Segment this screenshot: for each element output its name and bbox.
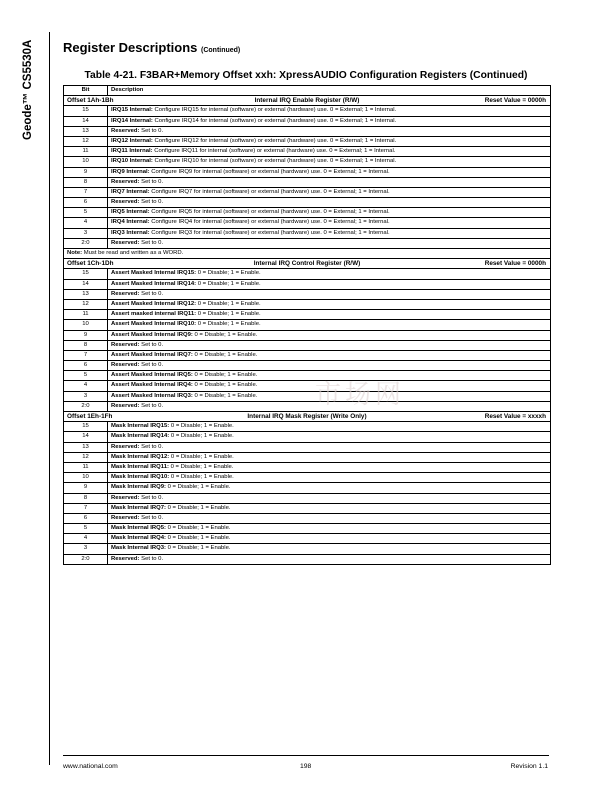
footer-website: www.national.com: [63, 763, 118, 770]
field-description: 0 = Disable; 1 = Enable.: [166, 484, 231, 491]
field-description: Set to 0.: [139, 290, 164, 297]
field-name: Reserved:: [111, 178, 140, 185]
bit-cell: 6: [64, 514, 108, 523]
field-name: Reserved:: [111, 341, 140, 348]
field-description: Set to 0.: [139, 341, 164, 348]
field-name: Mask Internal IRQ7:: [111, 504, 166, 511]
bit-cell: 4: [64, 534, 108, 543]
table-row: [64, 208, 550, 218]
register-name: Internal IRQ Control Register (R/W): [253, 260, 361, 268]
table-row: [64, 168, 550, 178]
reset-value: Reset Value = 0000h: [484, 260, 546, 268]
description-cell: [108, 137, 550, 146]
description-cell: [108, 117, 550, 126]
field-name: IRQ10 Internal:: [111, 158, 153, 165]
field-name: Assert Masked Internal IRQ9:: [111, 331, 193, 338]
table-row: [64, 157, 550, 167]
table-row: [64, 392, 550, 402]
description-cell: [108, 524, 550, 533]
bit-cell: 13: [64, 443, 108, 452]
field-name: Mask Internal IRQ15:: [111, 423, 170, 430]
description-cell: [108, 341, 550, 350]
field-name: IRQ14 Internal:: [111, 117, 153, 124]
bit-cell: 2:0: [64, 555, 108, 564]
field-description: Configure IRQ4 for internal (software) or external (hardware) use. 0 = External; 1 = Internal.: [149, 219, 390, 226]
margin-rule: [49, 32, 50, 765]
table-row: [64, 514, 550, 524]
field-name: IRQ15 Internal:: [111, 107, 153, 114]
section-title: [63, 40, 240, 55]
field-description: 0 = Disable; 1 = Enable.: [168, 463, 234, 470]
field-description: Configure IRQ14 for internal (software) or external (hardware) use. 0 = External; 1 = Internal.: [152, 117, 397, 124]
table-row: [64, 422, 550, 432]
note-label: Note:: [67, 250, 83, 256]
description-cell: [108, 514, 550, 523]
field-description: 0 = Disable; 1 = Enable.: [166, 525, 231, 532]
table-row: [64, 341, 550, 351]
table-row: [64, 137, 550, 147]
bit-cell: 5: [64, 208, 108, 217]
field-description: Set to 0.: [139, 555, 164, 562]
table-note: [64, 249, 550, 259]
table-row: [64, 524, 550, 534]
description-cell: [108, 483, 550, 492]
table-row: [64, 106, 550, 116]
description-cell: [108, 534, 550, 543]
description-cell: [108, 544, 550, 553]
description-cell: [108, 463, 550, 472]
register-offset: Offset 1Ch-1Dh: [67, 260, 114, 268]
description-cell: [108, 331, 550, 340]
table-row: [64, 300, 550, 310]
description-cell: [108, 157, 550, 166]
field-name: Assert Masked Internal IRQ7:: [111, 351, 193, 358]
description-cell: [108, 127, 550, 136]
field-description: Set to 0.: [139, 494, 164, 501]
description-cell: [108, 168, 550, 177]
field-description: 0 = Disable; 1 = Enable.: [196, 270, 261, 277]
field-description: Configure IRQ9 for internal (software) or external (hardware) use. 0 = External; 1 = Internal.: [149, 168, 390, 175]
field-name: Mask Internal IRQ5:: [111, 525, 166, 532]
table-row: [64, 331, 550, 341]
table-row: [64, 534, 550, 544]
table-row: [64, 229, 550, 239]
field-description: 0 = Disable; 1 = Enable.: [192, 331, 258, 338]
field-name: IRQ11 Internal:: [111, 148, 153, 155]
field-name: IRQ3 Internal:: [111, 229, 150, 236]
table-row: [64, 280, 550, 290]
table-header-row: [64, 86, 550, 96]
description-cell: [108, 229, 550, 238]
bit-cell: 11: [64, 310, 108, 319]
footer-rule: [63, 755, 549, 756]
field-description: Configure IRQ5 for internal (software) or external (hardware) use. 0 = External; 1 = Internal.: [149, 209, 390, 216]
bit-cell: 2:0: [64, 402, 108, 411]
field-name: IRQ12 Internal:: [111, 137, 153, 144]
page-number: 198: [300, 763, 312, 770]
bit-cell: 15: [64, 106, 108, 115]
description-cell: [108, 106, 550, 115]
field-description: Set to 0.: [139, 127, 164, 134]
field-description: Set to 0.: [139, 443, 164, 450]
field-description: 0 = Disable; 1 = Enable.: [192, 351, 258, 358]
field-name: Assert Masked Internal IRQ5:: [111, 372, 193, 379]
description-cell: [108, 453, 550, 462]
bit-cell: 10: [64, 320, 108, 329]
note-text: Must be read and written as a WORD.: [82, 250, 184, 256]
field-description: Set to 0.: [139, 199, 164, 206]
bit-cell: 7: [64, 188, 108, 197]
bit-cell: 14: [64, 432, 108, 441]
bit-cell: 10: [64, 157, 108, 166]
table-row: [64, 239, 550, 249]
field-name: Assert masked internal IRQ11:: [111, 311, 197, 318]
bit-cell: 4: [64, 218, 108, 227]
field-description: 0 = Disable; 1 = Enable.: [169, 453, 234, 460]
table-row: [64, 269, 550, 279]
field-description: Set to 0.: [139, 402, 164, 409]
table-caption: Table 4-21. F3BAR+Memory Offset xxh: XpressAUDIO Configuration Registers (Continued): [84, 70, 528, 81]
description-cell: [108, 198, 550, 207]
field-name: Reserved:: [111, 555, 140, 562]
table-row: [64, 494, 550, 504]
bit-cell: 10: [64, 473, 108, 482]
field-description: 0 = Disable; 1 = Enable.: [192, 382, 258, 389]
bit-cell: 6: [64, 361, 108, 370]
bit-cell: 8: [64, 494, 108, 503]
field-description: Set to 0.: [139, 514, 164, 521]
register-offset: Offset 1Ah-1Bh: [67, 97, 114, 105]
bit-cell: 12: [64, 137, 108, 146]
bit-cell: 4: [64, 381, 108, 390]
bit-cell: 9: [64, 168, 108, 177]
table-row: [64, 504, 550, 514]
description-cell: [108, 443, 550, 452]
table-row: [64, 310, 550, 320]
table-row: [64, 127, 550, 137]
table-row: [64, 320, 550, 330]
field-name: Reserved:: [111, 514, 140, 521]
register-name: Internal IRQ Mask Register (Write Only): [247, 413, 367, 420]
register-offset-row: [64, 259, 550, 269]
field-description: Configure IRQ11 for internal (software) or external (hardware) use. 0 = External; 1 = Internal.: [152, 148, 396, 155]
product-side-label: Geode™ CS5530A: [22, 39, 34, 140]
field-description: 0 = Disable; 1 = Enable.: [166, 504, 231, 511]
field-name: Reserved:: [111, 239, 140, 246]
description-cell: [108, 300, 550, 309]
description-cell: [108, 280, 550, 289]
table-row: [64, 381, 550, 391]
table-row: [64, 473, 550, 483]
field-name: Mask Internal IRQ3:: [111, 545, 166, 552]
table-row: [64, 290, 550, 300]
bit-cell: 13: [64, 127, 108, 136]
bit-cell: 9: [64, 483, 108, 492]
description-cell: [108, 504, 550, 513]
field-name: IRQ7 Internal:: [111, 188, 150, 195]
field-description: 0 = Disable; 1 = Enable.: [192, 372, 258, 379]
table-row: [64, 147, 550, 157]
description-cell: [108, 361, 550, 370]
register-offset: Offset 1Eh-1Fh: [67, 413, 113, 420]
table-row: [64, 117, 550, 127]
description-cell: [108, 269, 550, 278]
field-description: 0 = Disable; 1 = Enable.: [196, 300, 261, 307]
table-row: [64, 361, 550, 371]
reset-value: Reset Value = 0000h: [484, 97, 546, 105]
bit-cell: 5: [64, 524, 108, 533]
bit-cell: 3: [64, 544, 108, 553]
field-name: Mask Internal IRQ12:: [111, 453, 170, 460]
field-name: Assert Masked Internal IRQ14:: [111, 280, 197, 287]
table-row: [64, 218, 550, 228]
description-cell: [108, 188, 550, 197]
bit-cell: 3: [64, 392, 108, 401]
field-description: 0 = Disable; 1 = Enable.: [196, 321, 261, 328]
field-description: 0 = Disable; 1 = Enable.: [192, 392, 258, 399]
field-name: Assert Masked Internal IRQ10:: [111, 321, 197, 328]
table-row: [64, 432, 550, 442]
bit-cell: 8: [64, 178, 108, 187]
reset-value: Reset Value = xxxxh: [484, 413, 546, 420]
watermark: 市场网: [315, 380, 406, 410]
description-cell: [108, 432, 550, 441]
field-description: Configure IRQ12 for internal (software) or external (hardware) use. 0 = External; 1 = Internal.: [152, 137, 397, 144]
field-description: 0 = Disable; 1 = Enable.: [169, 423, 234, 430]
field-name: Assert Masked Internal IRQ4:: [111, 382, 193, 389]
register-name: Internal IRQ Enable Register (R/W): [254, 97, 360, 105]
description-cell: [108, 310, 550, 319]
field-name: Assert Masked Internal IRQ12:: [111, 300, 197, 307]
field-name: Mask Internal IRQ9:: [111, 484, 166, 491]
table-row: [64, 402, 550, 412]
description-cell: [108, 555, 550, 564]
field-name: Mask Internal IRQ4:: [111, 535, 166, 542]
field-name: Reserved:: [111, 362, 140, 369]
bit-cell: 2:0: [64, 239, 108, 248]
description-cell: [108, 147, 550, 156]
field-description: Configure IRQ7 for internal (software) or external (hardware) use. 0 = External; 1 = Internal.: [149, 188, 390, 195]
table-row: [64, 555, 550, 564]
description-cell: [108, 178, 550, 187]
field-name: Reserved:: [111, 494, 140, 501]
field-name: Reserved:: [111, 127, 140, 134]
register-offset-row: [64, 412, 550, 422]
field-description: 0 = Disable; 1 = Enable.: [166, 535, 231, 542]
description-cell: [108, 290, 550, 299]
field-name: Mask Internal IRQ10:: [111, 474, 170, 481]
field-description: 0 = Disable; 1 = Enable.: [166, 545, 231, 552]
bit-cell: 12: [64, 453, 108, 462]
field-description: 0 = Disable; 1 = Enable.: [169, 433, 234, 440]
description-cell: [108, 494, 550, 503]
bit-cell: 3: [64, 229, 108, 238]
field-name: Reserved:: [111, 443, 140, 450]
bit-cell: 11: [64, 463, 108, 472]
section-subtitle: (Continued): [201, 47, 241, 54]
field-name: Reserved:: [111, 199, 140, 206]
field-name: IRQ5 Internal:: [111, 209, 150, 216]
description-cell: [108, 218, 550, 227]
bit-cell: 6: [64, 198, 108, 207]
field-description: Configure IRQ10 for internal (software) or external (hardware) use. 0 = External; 1 = Internal.: [152, 158, 397, 165]
table-row: [64, 188, 550, 198]
field-description: 0 = Disable; 1 = Enable.: [196, 311, 261, 318]
description-cell: [108, 208, 550, 217]
bit-cell: 8: [64, 341, 108, 350]
field-name: Reserved:: [111, 290, 140, 297]
bit-cell: 14: [64, 280, 108, 289]
table-row: [64, 544, 550, 554]
field-description: Configure IRQ3 for internal (software) or external (hardware) use. 0 = External; 1 = Internal.: [149, 229, 390, 236]
bit-cell: 7: [64, 351, 108, 360]
table-row: [64, 178, 550, 188]
register-table: [63, 85, 551, 565]
revision-label: Revision 1.1: [510, 763, 548, 770]
section-title-text: Register Descriptions: [63, 40, 198, 55]
bit-column-header: Bit: [64, 86, 108, 95]
field-description: 0 = Disable; 1 = Enable.: [196, 280, 261, 287]
bit-cell: 13: [64, 290, 108, 299]
table-row: [64, 443, 550, 453]
field-name: Assert Masked Internal IRQ15:: [111, 270, 197, 277]
description-cell: [108, 473, 550, 482]
field-name: IRQ4 Internal:: [111, 219, 150, 226]
description-cell: [108, 351, 550, 360]
bit-cell: 7: [64, 504, 108, 513]
description-column-header: Description: [111, 87, 144, 93]
table-row: [64, 483, 550, 493]
bit-cell: 11: [64, 147, 108, 156]
field-name: IRQ9 Internal:: [111, 168, 150, 175]
field-name: Reserved:: [111, 402, 140, 409]
field-name: Mask Internal IRQ14:: [111, 433, 170, 440]
field-description: Set to 0.: [139, 239, 164, 246]
description-cell: [108, 239, 550, 248]
description-cell: [108, 320, 550, 329]
table-row: [64, 371, 550, 381]
field-description: 0 = Disable; 1 = Enable.: [169, 474, 234, 481]
bit-cell: 5: [64, 371, 108, 380]
field-description: Set to 0.: [139, 178, 164, 185]
table-row: [64, 453, 550, 463]
field-name: Assert Masked Internal IRQ3:: [111, 392, 193, 399]
table-row: [64, 463, 550, 473]
field-description: Set to 0.: [139, 362, 164, 369]
table-row: [64, 198, 550, 208]
field-name: Mask Internal IRQ11:: [111, 463, 169, 470]
bit-cell: 14: [64, 117, 108, 126]
register-offset-row: [64, 96, 550, 106]
description-cell: [108, 422, 550, 431]
bit-cell: 9: [64, 331, 108, 340]
bit-cell: 15: [64, 269, 108, 278]
bit-cell: 15: [64, 422, 108, 431]
field-description: Configure IRQ15 for internal (software) or external (hardware) use. 0 = External; 1 = Internal.: [152, 107, 397, 114]
bit-cell: 12: [64, 300, 108, 309]
table-row: [64, 351, 550, 361]
